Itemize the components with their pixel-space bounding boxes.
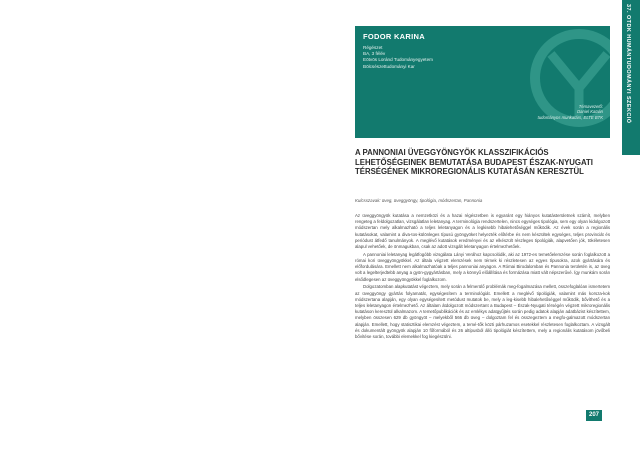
author-name: FODOR KARINA bbox=[363, 32, 425, 41]
article-body bbox=[355, 213, 610, 342]
paragraph: A pannoniai leletanyag legátfogóbb vizsgálata Lányi Verához kapcsolódik, aki az 1972-es temetőelemzése során foglalkozott a római kori üveggyöngyökkel. Az általa végzett elemzések nem térnek ki részletesen az egyes típusokra, azok gyártására és előfordulására. Emellett nem alkalmazhatóak a teljes pannoniai anyagon. A Római Birodalomban és Pannonia területén is, az üveg volt a legelterjedtebb anyag a gyön-gygyártásban, mely a könnyű előállítása és formázása miatt vált népszerűvé. Így munkám során elsődlegesen az üveggyöngyökkel foglalkozom. bbox=[355, 251, 610, 282]
author-major: Régészet bbox=[363, 45, 383, 50]
paragraph: Az üveggyöngyök kutatása a nemzetközi és a hazai régészetben is egyaránt egy hiányos kutatásterületnek számít, melyben rengeteg a feldolgozatlan, vizsgálatlan leletanyag. A terminológia rendszertelen, nincs egységes tipológia, sem egy olyan kidolgozott módszertan mely alkalmazható a teljes leletanyagon és a legkisebb hibalehetőséggel működik. Az évek során a regionális kutatásokat, valamint a diva-tos-különleges típusú gyöngyöket helyezték előtérbe és nem készültek egységes, teljes provinciát és periódust átfedő tanulmányok. A meglévő kutatások eredményei és az elkészült részleges tipológiák, alapvetően jók, tökéletesen alapul vehetőek, de önmagukban, csak az adott vizsgált leletanyagon értelmezhetőek. bbox=[355, 213, 610, 250]
mentor-heading: Témavezető: bbox=[578, 104, 603, 109]
author-info bbox=[363, 45, 533, 70]
section-tab-label: 37. OTDK HUMÁNTUDOMÁNYI SZEKCIÓ bbox=[625, 4, 631, 124]
author-faculty: Bölcsészettudományi Kar bbox=[363, 63, 415, 69]
mentor-name: Daniel Katalin bbox=[577, 109, 603, 115]
mentor-info bbox=[483, 104, 603, 120]
paragraph: Dolgozatomban alapkutatást végeztem, mely során a felmerülő problémák meg-fogalmazása mellett, összefoglalóan ismertetem az üveggyöngy gyártás folyamatát, egységesítem a terminológiát. Emellett a meglévő tipológiák, valamint más korsza-kok módszertana alapján, egy olyan egységesített metódust mutatok be, mely a leg-kisebb hibalehetőséggel működik, bővíthető és a teljes leletanyagon értelmezhető. Az általam átdolgozott módszertant a Budapest – Észak-Nyugati térségén végzett mikroregionális kutatáson keresztül alkalmazom. A temetőpublikációk és az emlékys adatgyűjtés során pedig adatok alapján adatbázist készítettem, melyben összesen 629 db gyöngyöt – melyekből 566 db üveg – dolgoztam fel és összegeztem a megfo-galmazott módszertan alapján. Emellett, hogy statisztikai elemzést végeztem, a temé-tők közti párhuzamos esetekkel részletesen foglalkoztam. A vizsgált és dokumentált gyöngyök alapján 10 főformából és 26 altípusból álló tipológiát készítettem, mely a regionális kutatásom jövőbeli bővítése során, további elemekkel fog kiegészülni. bbox=[355, 284, 610, 340]
university-logo-icon bbox=[517, 26, 610, 138]
mentor-role: tudományos munkatárs, ELTE BTK bbox=[537, 114, 603, 120]
author-level: BA, 3 félév bbox=[363, 51, 386, 57]
author-header-box bbox=[355, 26, 610, 138]
article-keywords: Kulcsszavak: üveg, üveggyöngy, tipológia, módszertan, Pannonia bbox=[355, 198, 483, 203]
article-title: A PANNONIAI ÜVEGGYÖNGYÖK KLASSZIFIKÁCIÓS LEHETŐSÉGEINEK BEMUTATÁSA BUDAPEST ÉSZAK-NYUGATI TÉRSÉGÉNEK MIKROREGIONÁLIS KUTATÁSÁN KERESZTÜL bbox=[355, 148, 593, 177]
author-university: Eötvös Loránd Tudományegyetem bbox=[363, 57, 433, 63]
page-number: 207 bbox=[586, 410, 602, 421]
